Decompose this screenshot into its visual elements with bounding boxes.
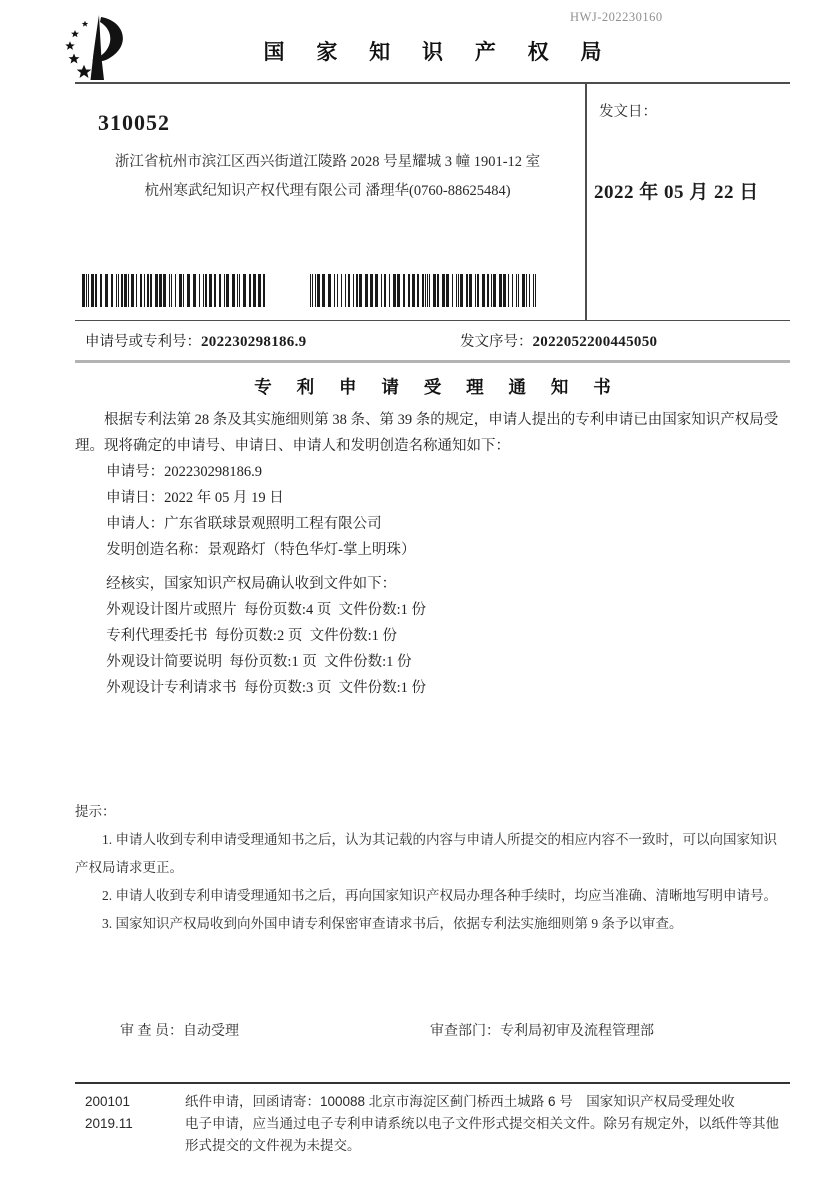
hint-item: 2. 申请人收到专利申请受理通知书之后，再向国家知识产权局办理各种手续时，均应当准确、清晰地写明申请号。 — [102, 888, 777, 903]
hints-label: 提示： — [75, 804, 116, 819]
department-label: 审查部门： — [430, 1024, 500, 1039]
footer-code: 200101 — [85, 1094, 131, 1109]
header-rule — [75, 82, 790, 84]
document-name: 外观设计简要说明 — [106, 654, 223, 670]
field-value: 202230298186.9 — [164, 464, 263, 480]
application-number-value: 202230298186.9 — [201, 334, 307, 350]
field-label: 发明创造名称： — [106, 542, 208, 558]
footer-notes — [75, 1091, 790, 1157]
dispatch-date-label: 发文日： — [599, 104, 657, 120]
document-name: 专利代理委托书 — [106, 628, 208, 644]
footer-row — [75, 1091, 790, 1113]
hint-item: 1. 申请人收到专利申请受理通知书之后，认为其记载的内容与申请人所提交的相应内容不一致时，可以向国家知识产权局请求更正。 — [75, 832, 777, 875]
document-pages: 每份页数:4 页 — [243, 602, 332, 618]
dispatch-serial-label: 发文序号： — [460, 334, 533, 350]
hints-section — [75, 798, 790, 938]
field-applicant — [106, 511, 790, 537]
hint-item: 3. 国家知识产权局收到向外国申请专利保密审查请求书后，依据专利法实施细则第 9 条予以审查。 — [102, 916, 683, 931]
column-divider — [585, 82, 587, 321]
document-pages: 每份页数:1 页 — [229, 654, 317, 670]
received-document — [106, 675, 790, 701]
field-invention-title — [106, 537, 790, 563]
examiner-value: 自动受理 — [183, 1024, 239, 1039]
document-copies: 文件份数:1 份 — [324, 654, 412, 670]
examiner-label: 审 查 员： — [120, 1024, 183, 1039]
barcode-application-number — [82, 274, 269, 307]
field-label: 申请人： — [106, 516, 165, 532]
barcode-rule — [75, 320, 790, 321]
document-name: 外观设计图片或照片 — [106, 602, 237, 618]
postal-code: 310052 — [98, 110, 170, 135]
intro-paragraph: 根据专利法第 28 条及其实施细则第 38 条、第 39 条的规定，申请人提出的专利申请已由国家知识产权局受理。现将确定的申请号、申请日、申请人和发明创造名称通知如下： — [75, 412, 779, 454]
address-line-2: 杭州寒武纪知识产权代理有限公司 潘理华(0760-88625484) — [144, 183, 511, 199]
footer-text: 纸件申请，回函请寄：100088 北京市海淀区蓟门桥西土城路 6 号 国家知识产权局受理处收 — [185, 1094, 735, 1109]
agency-title: 国 家 知 识 产 权 局 — [263, 41, 615, 64]
footer-row — [75, 1113, 790, 1157]
received-document — [106, 597, 790, 623]
received-document — [106, 649, 790, 675]
field-value: 广东省联球景观照明工程有限公司 — [164, 516, 382, 532]
application-number-label: 申请号或专利号： — [85, 334, 201, 350]
dispatch-date-value: 2022 年 05 月 22 日 — [594, 182, 759, 203]
recipient-address — [75, 148, 580, 206]
footer-code: 2019.11 — [85, 1116, 133, 1131]
document-name: 外观设计专利请求书 — [106, 680, 237, 696]
field-filing-date — [106, 485, 790, 511]
department-value: 专利局初审及流程管理部 — [500, 1024, 654, 1039]
examining-department — [430, 1020, 654, 1040]
barcode-serial-number — [310, 274, 541, 307]
field-label: 申请日： — [106, 490, 165, 506]
field-value: 景观路灯（特色华灯-掌上明珠） — [207, 542, 416, 558]
application-number — [85, 330, 306, 351]
examiner — [120, 1020, 239, 1040]
document-copies: 文件份数:1 份 — [309, 628, 397, 644]
notice-title: 专 利 申 请 受 理 通 知 书 — [254, 377, 621, 397]
notice-body — [75, 407, 790, 701]
address-line-1: 浙江省杭州市滨江区西兴街道江陵路 2028 号星耀城 3 幢 1901-12 室 — [114, 154, 541, 170]
document-pages: 每份页数:3 页 — [243, 680, 332, 696]
section-rule-thick — [75, 360, 790, 363]
footer-rule — [75, 1082, 790, 1084]
dispatch-serial — [460, 330, 657, 351]
field-label: 申请号： — [106, 464, 165, 480]
dispatch-serial-value: 2022052200445050 — [532, 334, 658, 350]
received-document — [106, 623, 790, 649]
document-copies: 文件份数:1 份 — [338, 602, 426, 618]
confirmation-intro: 经核实，国家知识产权局确认收到文件如下： — [106, 576, 397, 592]
field-application-number — [106, 459, 790, 485]
document-pages: 每份页数:2 页 — [214, 628, 303, 644]
footer-text: 电子申请，应当通过电子专利申请系统以电子文件形式提交相关文件。除另有规定外，以纸件等其他形式提交的文件视为未提交。 — [185, 1116, 779, 1153]
document-copies: 文件份数:1 份 — [338, 680, 426, 696]
document-reference-number: HWJ-202230160 — [570, 10, 663, 24]
field-value: 2022 年 05 月 19 日 — [164, 490, 284, 506]
